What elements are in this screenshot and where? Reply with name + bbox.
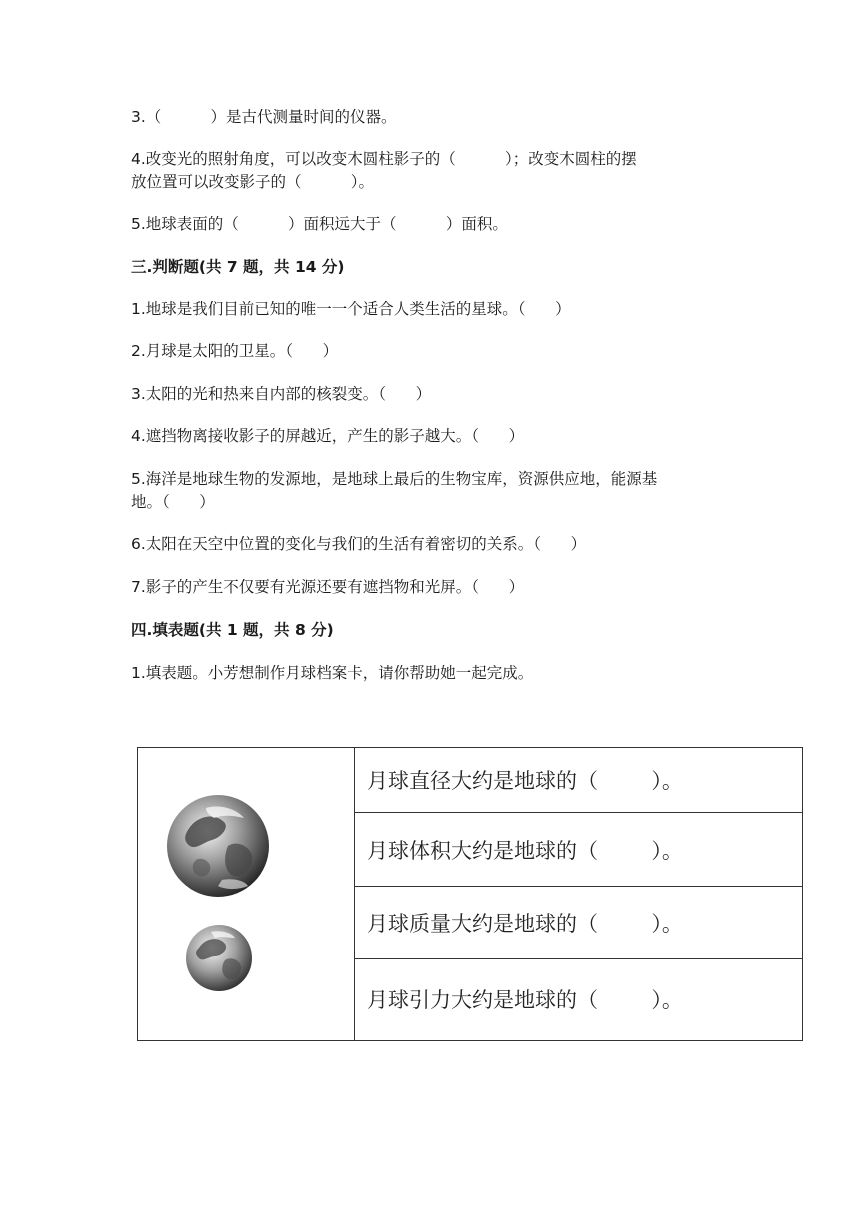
judgement-item-5-continued: 地。（ ） — [131, 493, 215, 511]
moon-image — [185, 924, 253, 992]
fill-blank-item-5: 5.地球表面的（ ）面积远大于（ ）面积。 — [131, 215, 508, 233]
table-row-diameter: 月球直径大约是地球的（ ）。 — [355, 748, 802, 813]
fill-blank-item-4: 4.改变光的照射角度，可以改变木圆柱影子的（ ）；改变木圆柱的摆 — [131, 150, 637, 168]
fill-blank-item-3: 3.（ ）是古代测量时间的仪器。 — [131, 108, 397, 126]
table-row-mass: 月球质量大约是地球的（ ）。 — [355, 887, 802, 959]
judgement-item-3: 3.太阳的光和热来自内部的核裂变。（ ） — [131, 385, 432, 403]
table-question: 1.填表题。小芳想制作月球档案卡，请你帮助她一起完成。 — [131, 664, 534, 682]
judgement-item-1: 1.地球是我们目前已知的唯一一个适合人类生活的星球。（ ） — [131, 300, 571, 318]
section-heading-table: 四.填表题(共 1 题，共 8 分) — [131, 621, 334, 639]
moon-profile-table — [137, 747, 803, 1041]
judgement-item-2: 2.月球是太阳的卫星。（ ） — [131, 342, 339, 360]
fill-blank-item-4-continued: 放位置可以改变影子的（ ）。 — [131, 173, 375, 191]
globe-image-cell — [138, 748, 355, 1040]
judgement-item-7: 7.影子的产生不仅要有光源还要有遮挡物和光屏。（ ） — [131, 578, 525, 596]
earth-image — [166, 794, 270, 898]
section-heading-judgement: 三.判断题(共 7 题，共 14 分) — [131, 258, 345, 276]
table-row-volume: 月球体积大约是地球的（ ）。 — [355, 813, 802, 887]
table-row-gravity: 月球引力大约是地球的（ ）。 — [367, 988, 683, 1012]
judgement-item-4: 4.遮挡物离接收影子的屏越近，产生的影子越大。（ ） — [131, 427, 525, 445]
judgement-item-6: 6.太阳在天空中位置的变化与我们的生活有着密切的关系。（ ） — [131, 535, 587, 553]
judgement-item-5: 5.海洋是地球生物的发源地，是地球上最后的生物宝库，资源供应地，能源基 — [131, 470, 658, 488]
